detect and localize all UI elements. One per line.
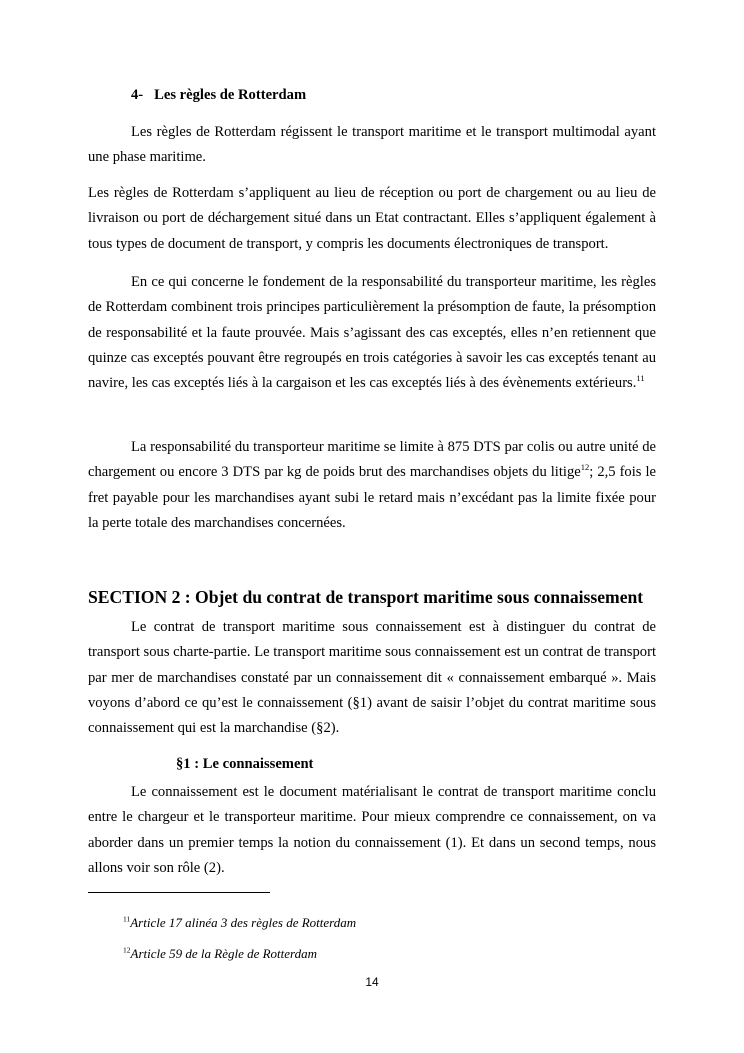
- paragraph-5: Le contrat de transport maritime sous connaissement est à distinguer du contrat de transport sous charte-partie. Le transport maritime sous connaissement est un contrat de transport par mer de marchandises constaté par un connaissement dit « connaissement embarqué ». Mais voyons d’abord ce qu’est le connaissement (§1) avant de saisir l’objet du contrat maritime sous connaissement qui est la marchandise (§2).: [88, 619, 656, 737]
- paragraph-2: Les règles de Rotterdam s’appliquent au lieu de réception ou port de chargement ou au lieu de livraison ou port de déchargement situé dans un Etat contractant. Elles s’appliquent également à tous types de document de transport, y compris les documents électroniques de transport.: [88, 185, 656, 252]
- paragraph-3-text: En ce qui concerne le fondement de la responsabilité du transporteur maritime, les règles de Rotterdam combinent trois principes particulièrement la présomption de faute, la présomption de responsabilité et la faute prouvée. Mais s’agissant des cas exceptés, elles n’en retiennent que quinze cas exceptés pouvant être regroupés en trois catégories à savoir les cas exceptés tenant au navire, les cas exceptés liés à la cargaison et les cas exceptés liés à des évènements extérieurs.: [88, 274, 656, 392]
- paragraph-4-text-a: La responsabilité du transporteur maritime se limite à 875 DTS par colis ou autre unité de chargement ou encore 3 DTS par kg de poids brut des marchandises objets du litige: [88, 439, 656, 481]
- heading-number: 4-: [131, 87, 144, 103]
- footnote-ref-12: 12: [580, 462, 590, 473]
- paragraph-4: [88, 435, 656, 536]
- heading-title: Les règles de Rotterdam: [154, 87, 307, 103]
- footnote-separator: [88, 892, 270, 893]
- section-title: SECTION 2 : Objet du contrat de transport maritime sous connaissement: [88, 587, 644, 607]
- footnote-11: [123, 915, 356, 931]
- paragraph-4-text-b: ; 2,5 fois le fret payable pour les marchandises ayant subi le retard mais n’excédant pas la limite fixée pour la perte totale des marchandises concernées.: [88, 464, 656, 531]
- footnote-11-marker: 11: [123, 914, 131, 924]
- paragraph-3: [88, 270, 656, 396]
- paragraph-6: Le connaissement est le document matérialisant le contrat de transport maritime conclu entre le chargeur et le transporteur maritime. Pour mieux comprendre ce connaissement, on va aborder dans un premier temps la notion du connaissement (1). Et dans un second temps, nous allons voir son rôle (2).: [88, 784, 656, 876]
- paragraph-1: Les règles de Rotterdam régissent le transport maritime et le transport multimodal ayant une phase maritime.: [88, 124, 656, 166]
- footnote-12-marker: 12: [123, 945, 131, 955]
- page-number: 14: [365, 975, 379, 989]
- footnote-12: [123, 946, 317, 962]
- subheading-rotterdam: [131, 87, 306, 104]
- footnote-11-text: Article 17 alinéa 3 des règles de Rotterdam: [130, 915, 357, 930]
- subsection-title: §1 : Le connaissement: [176, 756, 314, 772]
- footnote-12-text: Article 59 de la Règle de Rotterdam: [130, 946, 318, 961]
- footnote-ref-11: 11: [636, 373, 645, 384]
